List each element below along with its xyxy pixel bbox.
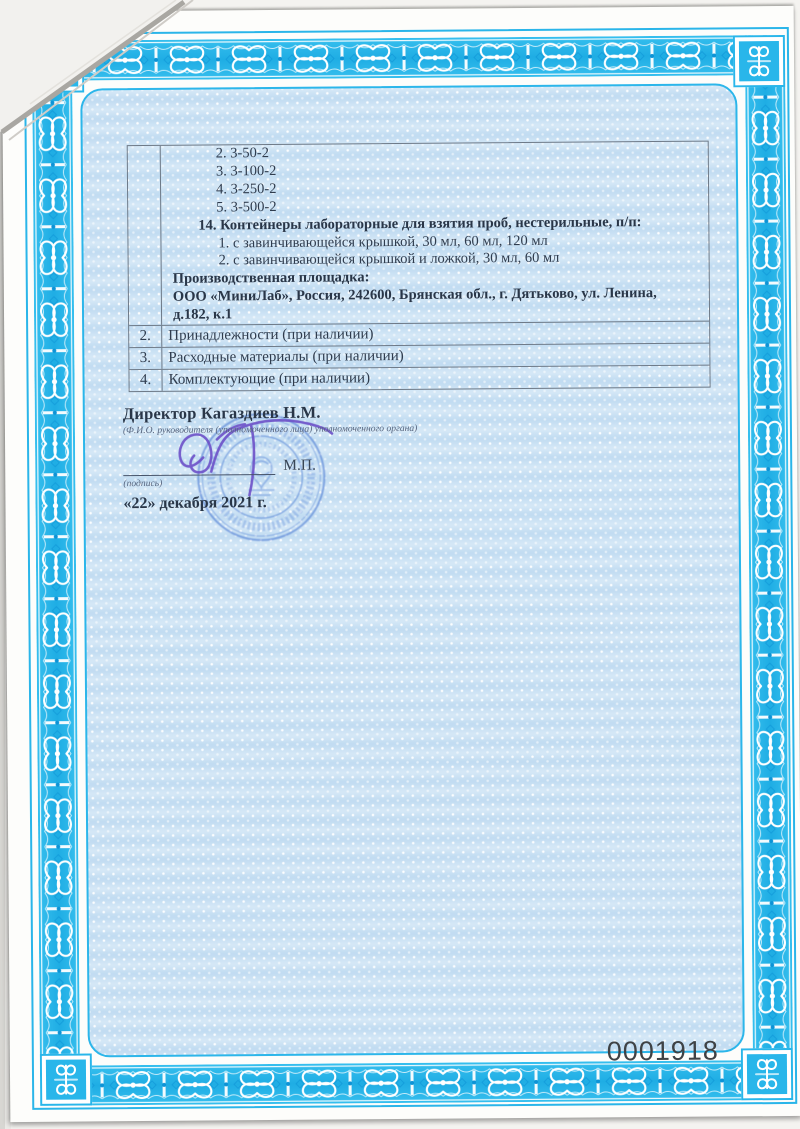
name-caption: (Ф.И.О. руководителя (уполномоченного лица) уполномоченного органа) (122, 422, 418, 437)
signature-caption: (подпись) (123, 477, 163, 490)
table-row (129, 343, 709, 370)
list-item: 3. 3-100-2 (215, 162, 277, 180)
continuation-cell (161, 142, 709, 325)
list-item: 1. с завинчивающейся крышкой, 30 мл, 60 мл, 120 мл (218, 232, 548, 251)
director-name-line: Директор Кагаздиев Н.М. (122, 402, 321, 424)
row-label: Принадлежности (при наличии) (168, 326, 374, 344)
row-number-cell: 3. (129, 348, 162, 369)
production-site-address: ООО «МиниЛаб», Россия, 242600, Брянская обл., г. Дятьково, ул. Ленина, (172, 285, 657, 306)
list-item: 4. 3-250-2 (215, 180, 277, 198)
date-line: «22» декабря 2021 г. (123, 494, 267, 513)
border-band-right-icon (745, 35, 793, 1100)
row-number-cell: 2. (129, 326, 162, 347)
guilloche-frame (24, 27, 797, 1110)
row-number-cell (128, 146, 162, 325)
row-label: Комплектующие (при наличии) (168, 370, 371, 388)
production-site-label: Производственная площадка: (172, 269, 370, 288)
serial-number: 0001918 (606, 1035, 720, 1067)
border-band-left-icon (32, 41, 80, 1106)
table-row (129, 321, 709, 348)
corner-ornament-icon (733, 35, 785, 87)
production-site-address: д.182, к.1 (172, 306, 233, 323)
table-row (129, 365, 709, 392)
list-item: 5. 3-500-2 (216, 198, 277, 216)
list-item: 2. 3-50-2 (215, 145, 270, 162)
signature-line (123, 445, 275, 476)
certificate-paper (2, 6, 800, 1122)
table-row-continuation (128, 142, 709, 326)
list-item-heading: 14. Контейнеры лабораторные для взятия проб, нестерильные, п/п: (198, 213, 642, 234)
corner-ornament-icon (40, 1053, 92, 1105)
items-table (127, 141, 711, 393)
list-item: 2. с завинчивающейся крышкой и ложкой, 30 мл, 60 мл (218, 250, 560, 269)
folded-corner (0, 0, 214, 152)
seal-place-label: М.П. (283, 456, 317, 474)
row-label: Расходные материалы (при наличии) (168, 347, 404, 366)
row-number-cell: 4. (129, 370, 162, 391)
